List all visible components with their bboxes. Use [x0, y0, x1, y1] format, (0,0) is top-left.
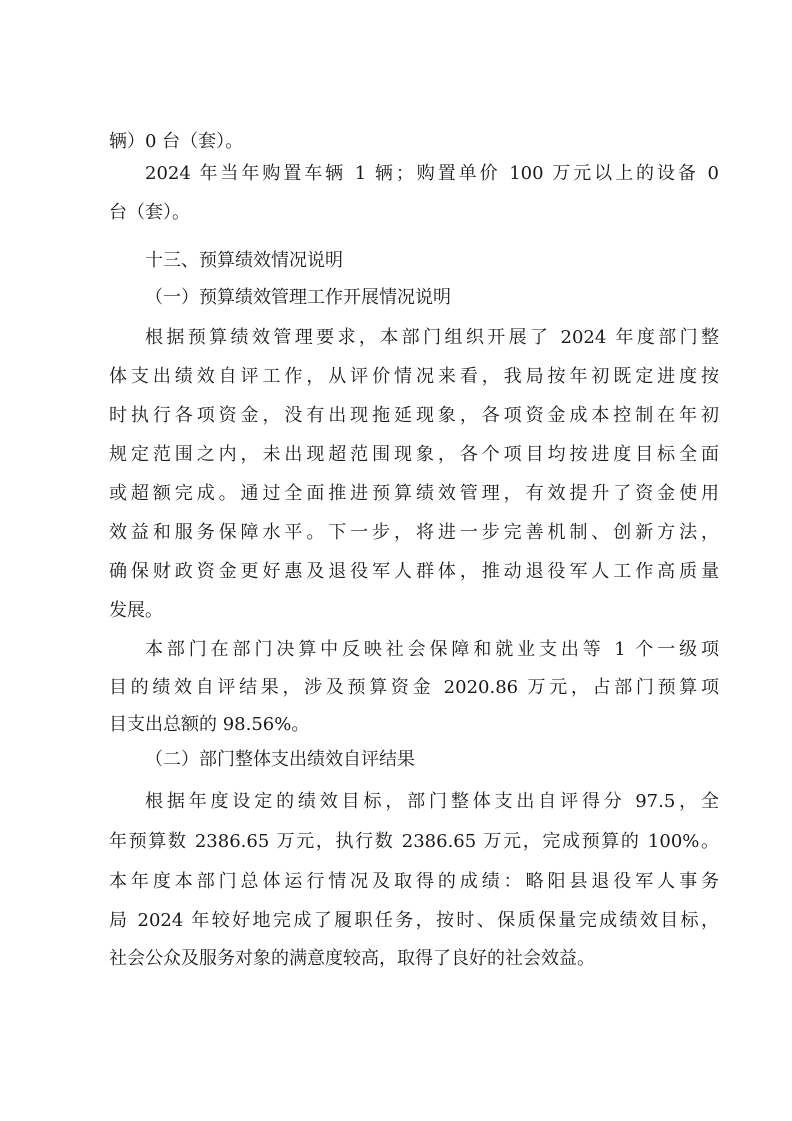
text-line: 目的绩效自评结果，涉及预算资金 2020.86 万元，占部门预算项 [109, 677, 719, 698]
text-line: 根据预算绩效管理要求，本部门组织开展了 2024 年度部门整 [145, 327, 719, 348]
text-line: 本部门在部门决算中反映社会保障和就业支出等 1 个一级项 [145, 639, 719, 660]
text-line: 时执行各项资金，没有出现拖延现象，各项资金成本控制在年初 [109, 405, 719, 426]
text-line: 效益和服务保障水平。下一步，将进一步完善机制、创新方法， [109, 522, 719, 543]
text-line: 确保财政资金更好惠及退役军人群体，推动退役军人工作高质量 [109, 561, 719, 582]
text-line: 或超额完成。通过全面推进预算绩效管理，有效提升了资金使用 [109, 483, 719, 504]
text-line: 本年度本部门总体运行情况及取得的成绩：略阳县退役军人事务 [109, 871, 719, 892]
subsection-heading: （一）预算绩效管理工作开展情况说明 [145, 287, 451, 308]
text-line: 台（套）。 [109, 202, 190, 223]
text-line: 年预算数 2386.65 万元，执行数 2386.65 万元，完成预算的 100%。 [109, 831, 719, 852]
subsection-heading: （二）部门整体支出绩效自评结果 [145, 749, 415, 770]
text-line: 局 2024 年较好地完成了履职任务，按时、保质保量完成绩效目标， [109, 910, 719, 931]
text-line: 发展。 [109, 600, 163, 621]
text-line: 社会公众及服务对象的满意度较高，取得了良好的社会效益。 [109, 948, 595, 969]
text-line: 体支出绩效自评工作，从评价情况来看，我局按年初既定进度按 [109, 366, 719, 387]
text-line: 规定范围之内，未出现超范围现象，各个项目均按进度目标全面 [109, 444, 719, 465]
section-heading: 十三、预算绩效情况说明 [145, 250, 343, 271]
text-line: 辆）0 台（套）。 [109, 131, 244, 152]
text-line: 根据年度设定的绩效目标，部门整体支出自评得分 97.5，全 [145, 791, 719, 812]
text-line: 2024 年当年购置车辆 1 辆；购置单价 100 万元以上的设备 0 [145, 163, 719, 184]
text-line: 目支出总额的 98.56%。 [109, 714, 310, 735]
